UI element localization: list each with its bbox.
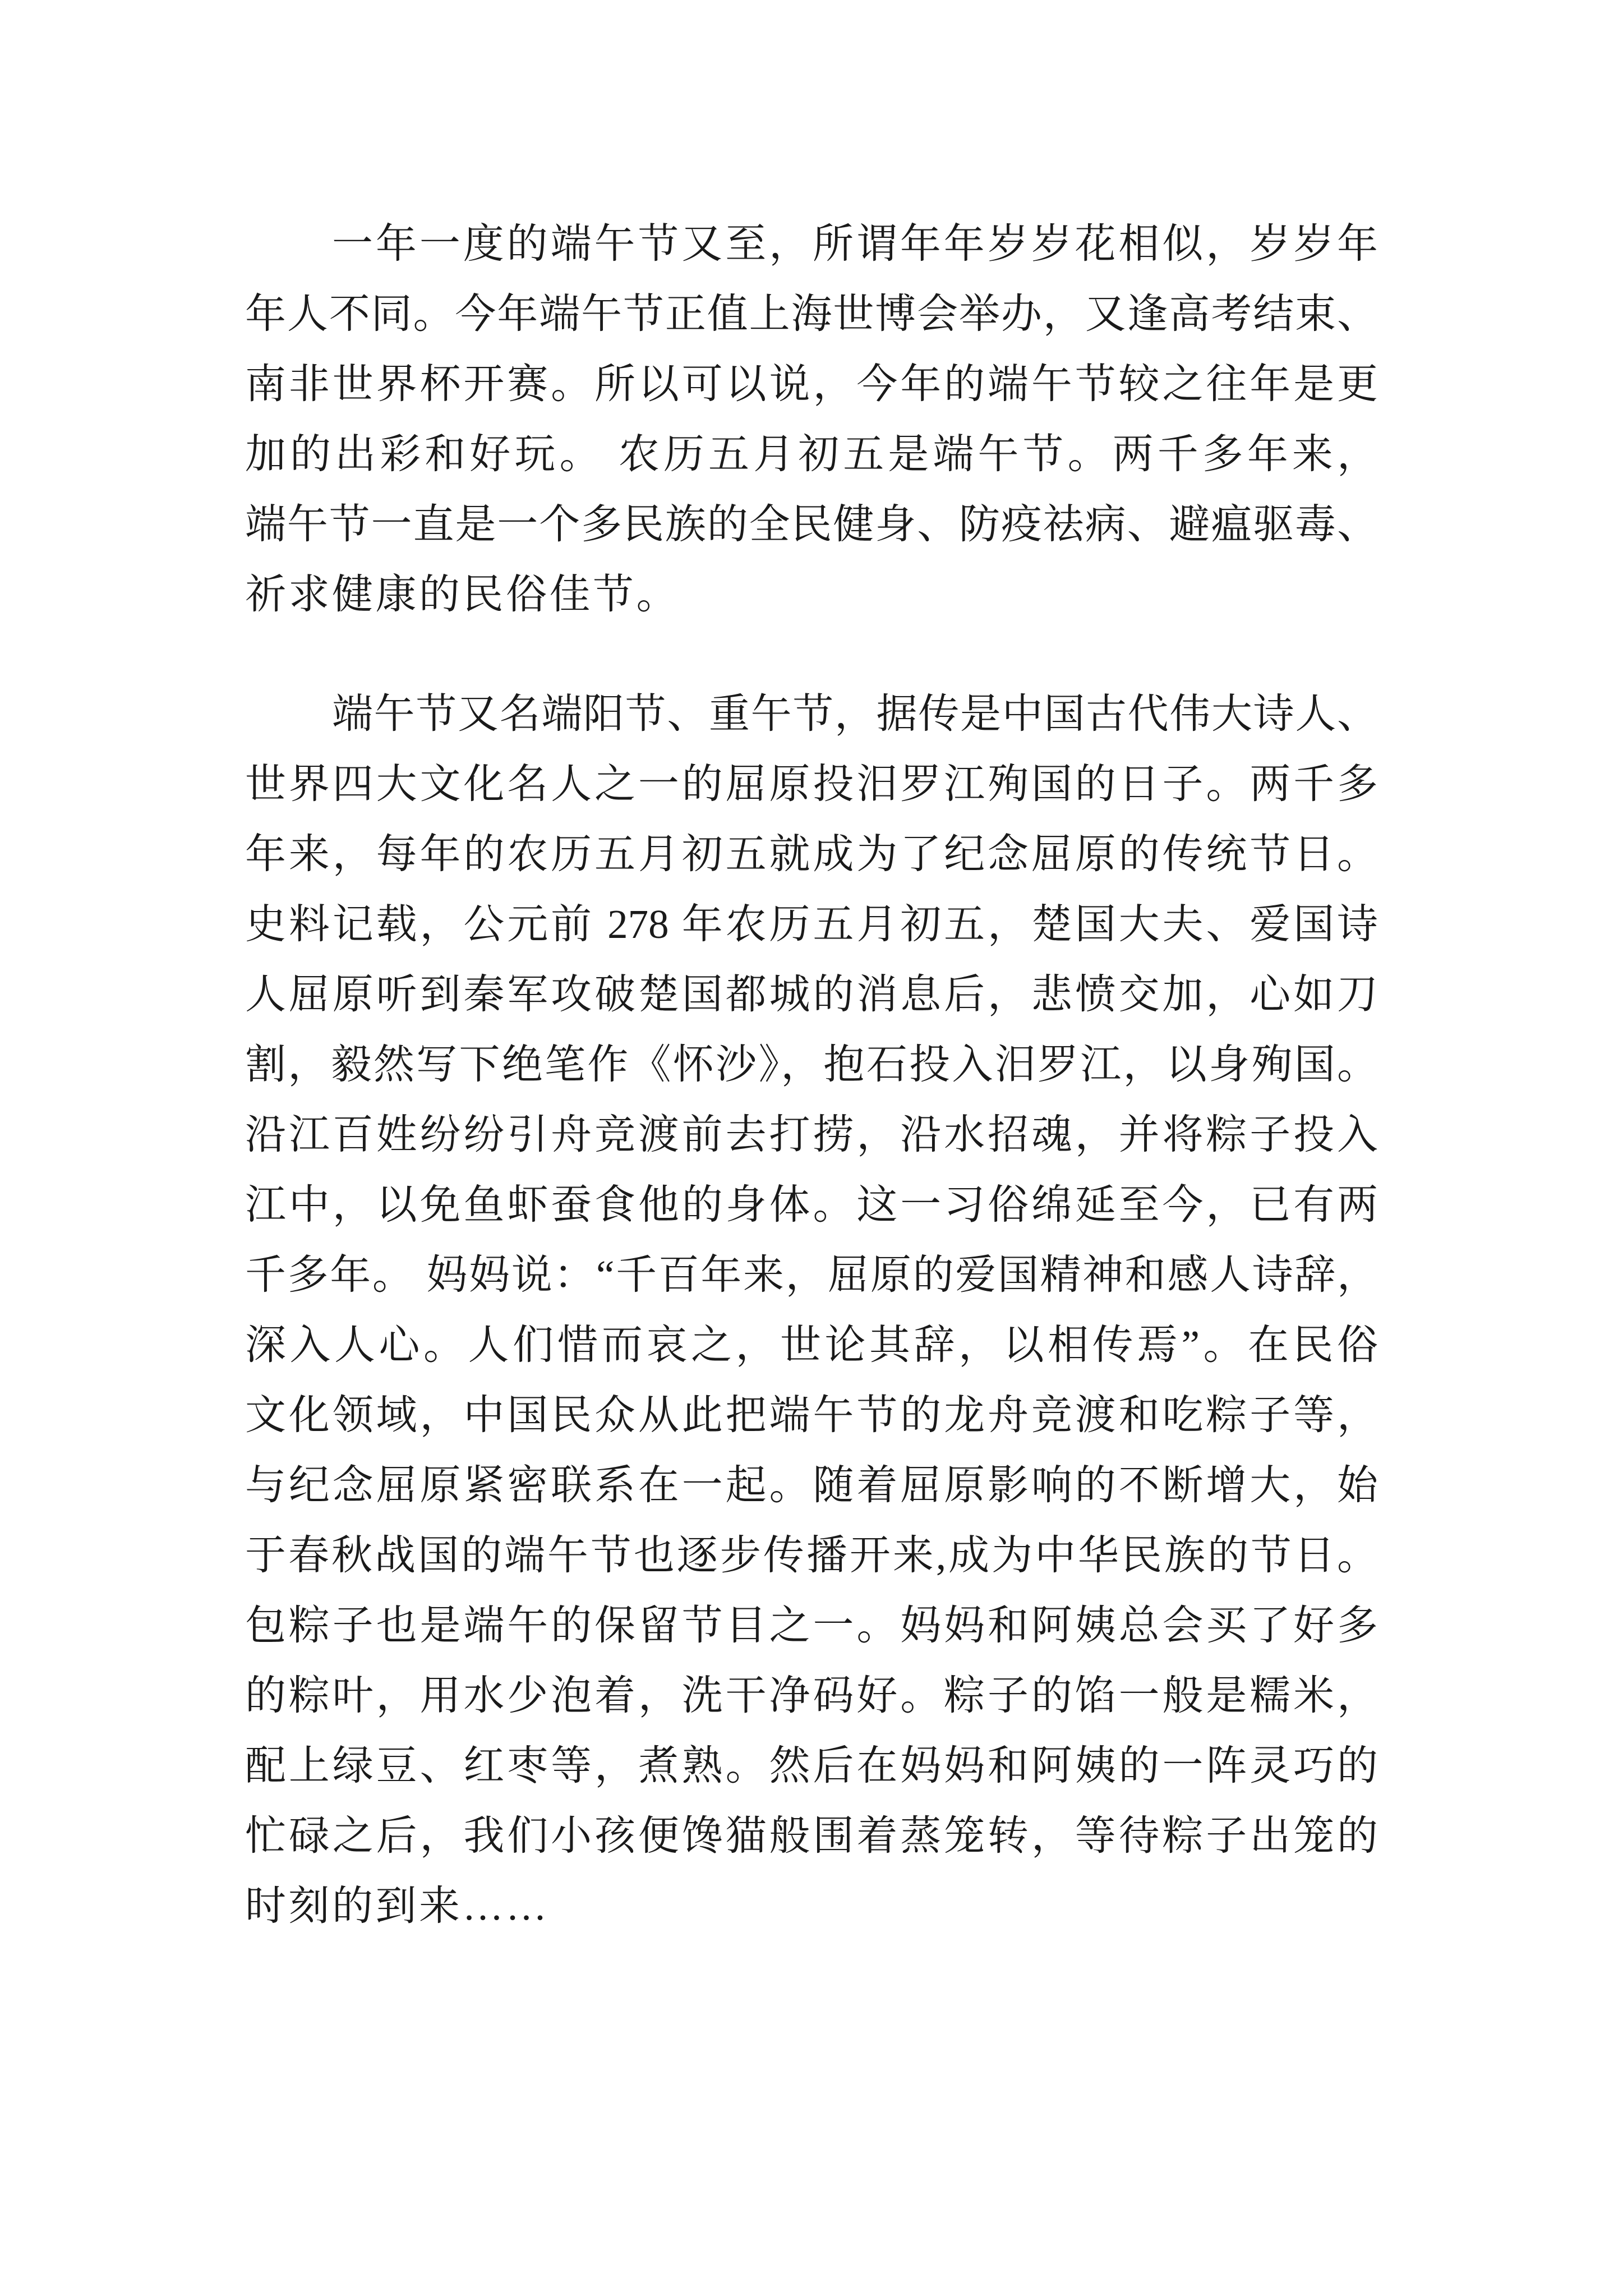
text-line: 的粽叶，用水少泡着，洗干净码好。粽子的馅一般是糯米， — [245, 1673, 1378, 1718]
text-line: 人屈原听到秦军攻破楚国都城的消息后，悲愤交加，心如刀 — [245, 972, 1378, 1017]
paragraph-intro — [245, 209, 1378, 629]
text-line: 于春秋战国的端午节也逐步传播开来,成为中华民族的节日。 — [245, 1533, 1378, 1578]
text-line: 忙碌之后，我们小孩便馋猫般围着蒸笼转，等待粽子出笼的 — [245, 1813, 1378, 1858]
text-line: 江中，以免鱼虾蚕食他的身体。这一习俗绵延至今，已有两 — [245, 1182, 1378, 1227]
text-line: 年人不同。今年端午节正值上海世博会举办，又逢高考结束、 — [245, 291, 1378, 337]
text-line: 文化领域，中国民众从此把端午节的龙舟竞渡和吃粽子等， — [245, 1392, 1378, 1438]
text-line: 端午节又名端阳节、重午节，据传是中国古代伟大诗人、 — [332, 691, 1378, 737]
text-line: 割，毅然写下绝笔作《怀沙》，抱石投入汨罗江，以身殉国。 — [245, 1042, 1378, 1087]
document-body — [245, 209, 1378, 1941]
text-line: 包粽子也是端午的保留节目之一。妈妈和阿姨总会买了好多 — [245, 1603, 1378, 1648]
text-line: 深入人心。人们惜而哀之，世论其辞，以相传焉”。在民俗 — [245, 1322, 1378, 1368]
text-line: 年来，每年的农历五月初五就成为了纪念屈原的传统节日。 — [245, 831, 1378, 877]
text-line: 祈求健康的民俗佳节。 — [245, 572, 680, 617]
text-line: 一年一度的端午节又至，所谓年年岁岁花相似，岁岁年 — [332, 221, 1378, 266]
text-line: 沿江百姓纷纷引舟竞渡前去打捞，沿水招魂，并将粽子投入 — [245, 1112, 1378, 1157]
text-line: 南非世界杯开赛。所以可以说，今年的端午节较之往年是更 — [245, 361, 1378, 407]
text-line: 千多年。 妈妈说：“千百年来，屈原的爱国精神和感人诗辞， — [245, 1252, 1378, 1297]
paragraph-history — [245, 679, 1378, 1941]
text-line: 世界四大文化名人之一的屈原投汨罗江殉国的日子。两千多 — [245, 761, 1378, 807]
text-line: 配上绿豆、红枣等，煮熟。然后在妈妈和阿姨的一阵灵巧的 — [245, 1743, 1378, 1788]
text-line: 史料记载，公元前 278 年农历五月初五，楚国大夫、爱国诗 — [245, 901, 1378, 947]
text-line: 加的出彩和好玩。 农历五月初五是端午节。两千多年来， — [245, 431, 1378, 477]
text-line: 与纪念屈原紧密联系在一起。随着屈原影响的不断增大，始 — [245, 1462, 1378, 1508]
text-line: 时刻的到来…… — [245, 1883, 550, 1929]
text-line: 端午节一直是一个多民族的全民健身、防疫祛病、避瘟驱毒、 — [245, 501, 1378, 547]
